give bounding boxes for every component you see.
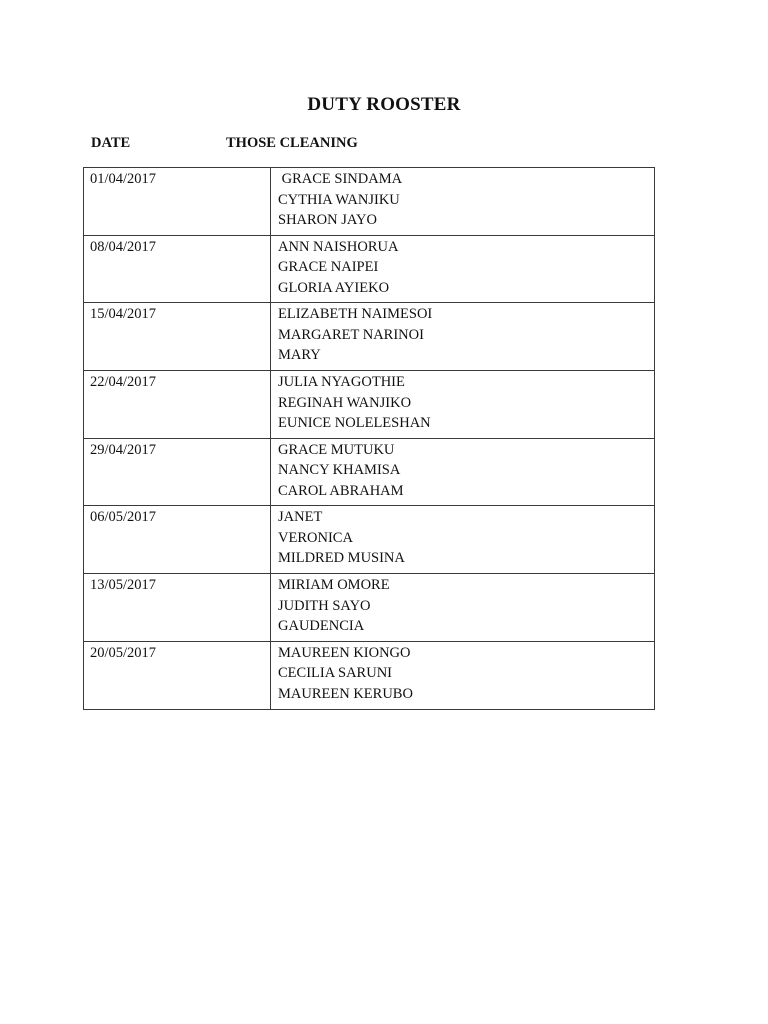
- cleaner-name: JULIA NYAGOTHIE: [278, 374, 405, 391]
- cleaner-name: GAUDENCIA: [278, 618, 365, 635]
- date-text: 15/04/2017: [90, 306, 157, 323]
- cleaner-name: VERONICA: [278, 529, 353, 546]
- date-text: 01/04/2017: [90, 171, 157, 187]
- date-cell: [84, 371, 271, 439]
- date-text: 13/05/2017: [90, 577, 157, 594]
- cleaner-name: JANET: [278, 509, 323, 526]
- cleaner-name: GRACE MUTUKU: [278, 441, 395, 458]
- date-cell: [84, 168, 271, 236]
- names-cell: [271, 438, 655, 506]
- table-row: [84, 303, 655, 371]
- cleaner-name: MAUREEN KERUBO: [278, 685, 413, 702]
- table-row: [84, 438, 655, 506]
- table-row: [84, 235, 655, 303]
- cleaner-name: CAROL ABRAHAM: [278, 482, 404, 499]
- cleaner-name: JUDITH SAYO: [278, 597, 371, 614]
- cleaners-column-header: THOSE CLEANING: [226, 135, 358, 151]
- cleaner-name: EUNICE NOLELESHAN: [278, 415, 431, 432]
- names-cell: [271, 641, 655, 709]
- table-row: [84, 506, 655, 574]
- names-cell: [271, 168, 655, 236]
- cleaner-name: CECILIA SARUNI: [278, 665, 392, 682]
- cleaner-name: MILDRED MUSINA: [278, 550, 405, 567]
- date-cell: [84, 506, 271, 574]
- cleaner-name: CYTHIA WANJIKU: [278, 191, 400, 208]
- cleaner-name: GLORIA AYIEKO: [278, 279, 390, 296]
- cleaner-name: ELIZABETH NAIMESOI: [278, 306, 433, 323]
- date-cell: [84, 235, 271, 303]
- cleaner-name: MAUREEN KIONGO: [278, 644, 411, 661]
- names-cell: [271, 303, 655, 371]
- names-cell: [271, 371, 655, 439]
- table-row: [84, 574, 655, 642]
- table-row: [84, 168, 655, 236]
- date-cell: [84, 641, 271, 709]
- cleaner-name: REGINAH WANJIKO: [278, 394, 412, 411]
- date-cell: [84, 438, 271, 506]
- date-text: 08/04/2017: [90, 238, 157, 255]
- cleaner-name: NANCY KHAMISA: [278, 462, 401, 479]
- cleaner-name: SHARON JAYO: [278, 212, 377, 228]
- cleaner-name: MIRIAM OMORE: [278, 577, 390, 594]
- date-column-header: DATE: [91, 135, 131, 151]
- date-text: 22/04/2017: [90, 374, 157, 391]
- table-row: [84, 371, 655, 439]
- date-text: 20/05/2017: [90, 644, 157, 661]
- cleaner-name: MARY: [278, 347, 321, 364]
- names-cell: [271, 235, 655, 303]
- cleaner-name: GRACE NAIPEI: [278, 259, 379, 276]
- names-cell: [271, 574, 655, 642]
- date-text: 06/05/2017: [90, 509, 157, 526]
- table-row: [84, 641, 655, 709]
- date-cell: [84, 574, 271, 642]
- date-text: 29/04/2017: [90, 441, 157, 458]
- date-cell: [84, 303, 271, 371]
- cleaner-name: ANN NAISHORUA: [278, 238, 399, 255]
- cleaner-name: GRACE SINDAMA: [278, 171, 403, 187]
- duty-roster-table: [83, 167, 655, 710]
- cleaner-name: MARGARET NARINOI: [278, 326, 424, 343]
- names-cell: [271, 506, 655, 574]
- page-title: DUTY ROOSTER: [307, 94, 461, 115]
